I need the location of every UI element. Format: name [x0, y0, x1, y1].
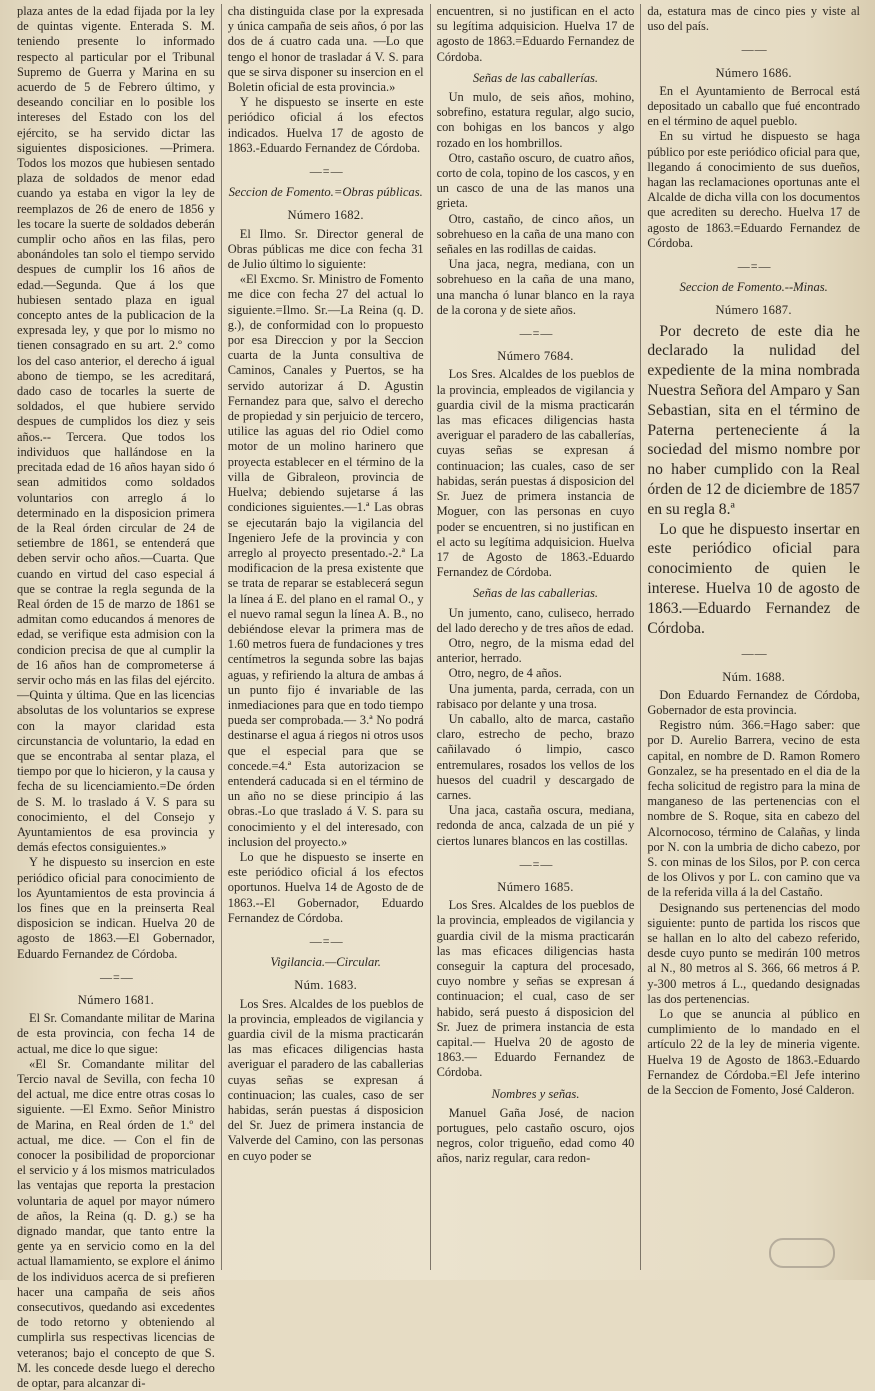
paragraph: Los Sres. Alcaldes de los pueblos de la provincia, empleados de vigilancia y guardia civil de la misma practicarán las mas eficaces diligencias hasta averiguar el paradero de las caballerías, cuyas señas se expresan á continuacion; las cuales, caso de ser habidas, serán puestas á disposicion del Sr. Juez de primera instancia de Moguer, con las personas en cuyo poder se encuentren, si no justifican en el acto su legítima adquisicion. Huelva 17 de Agosto de 1863.-Eduardo Fernandez de Córdoba. — [436, 367, 635, 580]
paragraph: El Ilmo. Sr. Director general de Obras públicas me dice con fecha 31 de Julio último lo siguiente: — [227, 226, 424, 272]
separator-rule: — = — — [519, 856, 552, 871]
separator-rule: — = — — [519, 326, 552, 341]
paragraph: Un mulo, de seis años, mohino, sobrefino, estatura regular, algo sucio, con bohigas en los bancos y algo rozado en los hombrillos. — [436, 90, 635, 150]
paragraph: Y he dispuesto su insercion en este periódico oficial para conocimiento de los Ayuntamientos de esta provincia á los fines que en la preinserta Real disposicion se indican. Huelva 20 de agosto de 1863.—El Gobernador, Eduardo Fernandez de Córdoba. — [17, 855, 215, 961]
paragraph: En el Ayuntamiento de Berrocal está depositado un caballo que fué encontrado en el término de aquel pueblo. — [647, 83, 860, 129]
paragraph: Y he dispuesto se inserte en este periódico oficial á los efectos indicados. Huelva 17 de agosto de 1863.-Eduardo Fernandez de Córdoba. — [227, 95, 424, 155]
notice-number: Número 1685. — [497, 879, 574, 894]
paragraph: Una jumenta, parda, cerrada, con un rabisaco por delante y una trosa. — [436, 681, 635, 711]
separator-rule: — — — [741, 646, 766, 661]
paragraph: Don Eduardo Fernandez de Córdoba, Gobernador de esta provincia. — [647, 687, 860, 718]
paragraph: Una jaca, castaña oscura, mediana, redonda de anca, calzada de un pié y ciertos lunares blancos en las costillas. — [436, 803, 635, 848]
notice-number: Núm. 1688. — [722, 669, 786, 684]
notice-number: Número 7684. — [497, 349, 574, 364]
column-4 — [642, 4, 865, 1270]
separator-rule: — — — [741, 42, 766, 57]
paragraph: plaza antes de la edad fijada por la ley de quintas vigente. Enterada S. M. teniendo presente lo informado respecto al particular por el Tribunal Supremo de Guerra y Marina en su acuerdo de 5 de Febrero último, y deseando conciliar en lo posible los intereses del Estado con los del ejército, se ha servido dictar las siguientes disposiciones. —Primera. Todos los mozos que hubiesen sentado plaza de soldados de menor edad cuando ya estaba en vigor la ley de reemplazos de 26 de enero de 1856 y les tocare la suerte de soldados deberán cumplir ocho años en las filas, pero abonándoles tan solo el tiempo servido despues de cumplir los 16 años de edad.—Segunda. Que á los que hubiesen sentado plaza en igual concepto antes de la publicacion de la expresada ley, y que por lo mismo no tienen consagrado en su art. 2.º como los del caso anterior, el derecho á igual abono de tiempo, se les acreditará, dado caso de tocarles la suerte de soldados, el que hubiere servido despues de cumplidos los diez y seis años.-- Tercera. Que todos los individuos que hallándose en la precitada edad de 16 años hayan sido ó sean admitidos como soldados voluntarios con arreglo á lo determinado en la disposicion primera de la Real órden circular de 24 de setiembre de 1861, se entenderá que deben servir ocho años.—Cuarta. Que cuando en virtud del caso especial á que se contrae la regla segunda de la Real órden de 15 de marzo de 1861 se admitan como educandos á menores de edad, se verifique esta admision con la condicion precisa de que al cumplir la de 16 años han de comprometerse á servir ocho más en las filas del ejército.—Quinta y última. Que en las licencias absolutas de los voluntarios se exprese con la mayor claridad esta circunstancia de voluntario, la edad en que se encontraba al sentar plaza, el tiempo por que lo hicieron, y la causa y fecha de su licenciamiento.=De órden de S. M. lo traslado á V. S para su conocimiento, el del Consejo y Ayuntamientos de esa provincia y demás efectos consiguientes.» — [17, 4, 215, 855]
column-separator — [640, 4, 641, 1270]
paragraph: Por decreto de este dia he declarado la nulidad del expediente de la mina nombrada Nuestra Señora del Amparo y San Sebastian, sita en el término de Paterna perteneciente á la sociedad del mismo nombre por no haber cumplido con la Real órden de 12 de diciembre de 1857 en su regla 8.ª — [647, 322, 860, 518]
paragraph: «El Sr. Comandante militar del Tercio naval de Sevilla, con fecha 10 del actual, me dice entre otras cosas lo siguiente. —El Exmo. Señor Ministro de Marina, en Real órden de 1.º del actual, me dice. — Con el fin de conocer la posibilidad de proporcionar el servicio y á los mismos matriculados las ventajas que reporta la prestacion voluntaria de aquel por mayor número de años, la Reina (q. D. g.) se ha dignado mandar, que tanto entre la gente ya en servicio como en la del actual llamamiento, se explore el ánimo de los individuos acerca de si prefieren hacer una campaña de seis años consecutivos, quedando asi excedentes de todo retorno y obteniendo al cumplirla sus respectivas licencias de veteranos; bajo el concepto de que S. M. les concede desde luego el derecho de optar, para alcanzar di- — [17, 1056, 215, 1391]
separator-rule: — = — — [309, 933, 342, 948]
paragraph: Manuel Gaña José, de nacion portugues, pelo castaño oscuro, ojos negros, color trigueño, edad como 40 años, nariz regular, cara redon- — [436, 1105, 635, 1166]
section-heading: Señas de las caballerias. — [472, 586, 599, 601]
paragraph: da, estatura mas de cinco pies y viste al uso del país. — [647, 4, 860, 34]
section-heading: Seccion de Fomento.=Obras públicas. — [228, 185, 423, 200]
column-1 — [12, 4, 220, 1391]
paragraph: Lo que he dispuesto insertar en este periódico oficial para conocimiento de quien le interese. Huelva 10 de agosto de 1863.—Eduardo Fernandez de Córdoba. — [647, 520, 860, 637]
paragraph: Los Sres. Alcaldes de los pueblos de la provincia, empleados de vigilancia y guardia civil de la misma practicarán las mas eficaces diligencias hasta averiguar el paradero de las caballerias cuyas señas se expresan á continuacion; las cuales, caso de ser habidas, serán puestas á disposicion del Sr. Juez de primera instancia de Valverde del Camino, con las personas en cuyo poder se — [227, 996, 424, 1163]
separator-rule: — = — — [100, 969, 132, 984]
paragraph: Designando sus pertenencias del modo siguiente: punto de partida los riscos que se hallan en lo alto del cabezo referido, desde cuyo punto se medirán 100 metros al N., 80 metros al S. 366, 66 metros á P. y-300 metros á L., quedando designadas las dos pertenencias. — [647, 900, 860, 1006]
notice-number: Número 1686. — [715, 65, 792, 80]
section-heading: Vigilancia.—Circular. — [270, 955, 381, 970]
column-3 — [432, 4, 640, 1270]
paragraph: Lo que he dispuesto se inserte en este periódico oficial á los efectos oportunos. Huelva 14 de Agosto de de 1863.--El Gobernador, Eduardo Fernandez de Córdoba. — [227, 849, 424, 925]
column-separator — [221, 4, 222, 1270]
paragraph: Un caballo, alto de marca, castaño claro, estrecho de pecho, brazo cañilavado ó limpio, casco entremulares, rosados los vellos de los huesos del cuadril y descargado de carnes. — [436, 711, 635, 802]
paragraph: Otro, negro, de la misma edad del anterior, herrado. — [436, 635, 635, 666]
paragraph: Otro, negro, de 4 años. — [448, 666, 562, 681]
separator-rule: — = — — [737, 259, 770, 274]
paragraph: Lo que se anuncia al público en cumplimiento de lo mandado en el artículo 22 de la ley de mineria vigente. Huelva 19 de Agosto de 1863.-Eduardo Fernandez de Córdoba.=El Jefe interino de la Seccion de Fomento, José Calderon. — [647, 1007, 860, 1098]
paragraph: «El Excmo. Sr. Ministro de Fomento me dice con fecha 27 del actual lo siguiente.=Ilmo. Sr.—La Reina (q. D. g.), de conformidad con lo propuesto por esa Direccion y por la Seccion cuarta de la Junta consultiva de Caminos, Canales y Puertos, se ha servido autorizar á D. Agustin Fernandez para que, salvo el derecho de propiedad y sin perjuicio de tercero, utilice las aguas del rio Odiel como motor de un molino harinero que proyecta establecer en el término de la villa de Gibraleon, provincia de Huelva; debiendo sujetarse á las condiciones siguientes.—1.ª Las obras se ejecutarán bajo la vigilancia del Ingeniero Jefe de la provincia y con arreglo al proyecto presentado.-2.ª La modificacion de la presa existente que se trata de reparar se establecerá segun la línea á E. del plano en el ramal O., y el nuevo ramal segun la línea A. B., no debiéndose elevar la primera mas de 1.60 metros fuera de fundaciones y tres centímetros la segunda sobre las bajas aguas, y refiriendo la altura de ambas á un punto fijo é invariable de las inmediaciones para que en todo tiempo pueda ser comprobada.— 3.ª No podrá destinarse el agua á riegos ni otros usos que el especial para que se concede.=4.ª Esta autorizacion se entenderá caducada si en el término de un año no se diese principio á las obras.-Lo que traslado á V. S. para su conocimiento y el del interesado, con inclusion del proyecto.» — [227, 272, 424, 849]
paragraph: Los Sres. Alcaldes de los pueblos de la provincia, empleados de vigilancia y guardia civil de la misma practicarán las mas eficaces diligencias hasta conseguir la captura del procesado, cuyo nombre y señas se expresan á continuacion; el cual, caso de ser habido, será puesto á disposicion del Sr. Juez de primera instancia de esta capital.— Huelva 20 de agosto de 1863.— Eduardo Fernandez de Córdoba. — [436, 898, 635, 1080]
column-container — [12, 4, 865, 1391]
column-separator — [430, 4, 431, 1270]
paragraph: Otro, castaño, de cinco años, un sobrehueso en la caña de una mano con señales en las rodillas de caidas. — [436, 211, 635, 257]
section-heading: Señas de las caballerías. — [472, 70, 599, 85]
notice-number: Número 1681. — [77, 993, 155, 1007]
paragraph: Otro, castaño oscuro, de cuatro años, corto de cola, topino de los cascos, y en un casco de una de las manos una grieta. — [436, 150, 635, 211]
section-heading: Nombres y señas. — [491, 1086, 580, 1101]
paragraph: En su virtud he dispuesto se haga público por este periódico oficial para que, llegando á conocimiento de sus dueños, hagan las reclamaciones oportunas ante el Alcalde de dicha villa con los documentos que acrediten su derecho. Huelva 17 de agosto de 1863.=Eduardo Fernandez de Córdoba. — [647, 129, 860, 250]
notice-number: Núm. 1683. — [294, 978, 358, 993]
paragraph: Un jumento, cano, culiseco, herrado del lado derecho y de tres años de edad. — [436, 605, 635, 635]
paragraph: cha distinguida clase por la expresada y única campaña de seis años, ó por las dos de á cuatro cada una. —Lo que tengo el honor de trasladar á V. S. para que se sirva disponer su insercion en el Boletin oficial de esta provincia.» — [227, 4, 424, 95]
paragraph: El Sr. Comandante militar de Marina de esta provincia, con fecha 14 de actual, me dice lo que sigue: — [17, 1011, 215, 1056]
section-heading: Seccion de Fomento.--Minas. — [679, 280, 828, 295]
separator-rule: — = — — [309, 164, 342, 179]
library-stamp — [769, 1238, 835, 1268]
paragraph: Una jaca, negra, mediana, con un sobrehueso en la caña de una mano, una mancha ó lunar blanco en la raya de la corona y de siete años. — [436, 257, 635, 317]
notice-number: Número 1687. — [715, 303, 792, 318]
column-2 — [223, 4, 429, 1270]
paragraph: Registro núm. 366.=Hago saber: que por D. Aurelio Barrera, vecino de esta capital, en nombre de D. Ramon Romero Gonzalez, se ha presentado en el dia de la fecha solicitud de registro para la mina de manganeso de las pertenencias con el nombre de S. Roque, sita en cabezo del Alcornocoso, término de Calañas, y linda por N. con la umbria de dicho cabezo, por S. con minas de los Silos, por P. con cerca de los Olivos y por L. con camino que va de la referida villa á la del Castaño. — [647, 718, 860, 900]
notice-number: Número 1682. — [287, 208, 364, 223]
paragraph: encuentren, si no justifican en el acto su legítima adquisicion. Huelva 17 de agosto de 1863.=Eduardo Fernandez de Córdoba. — [436, 4, 635, 64]
